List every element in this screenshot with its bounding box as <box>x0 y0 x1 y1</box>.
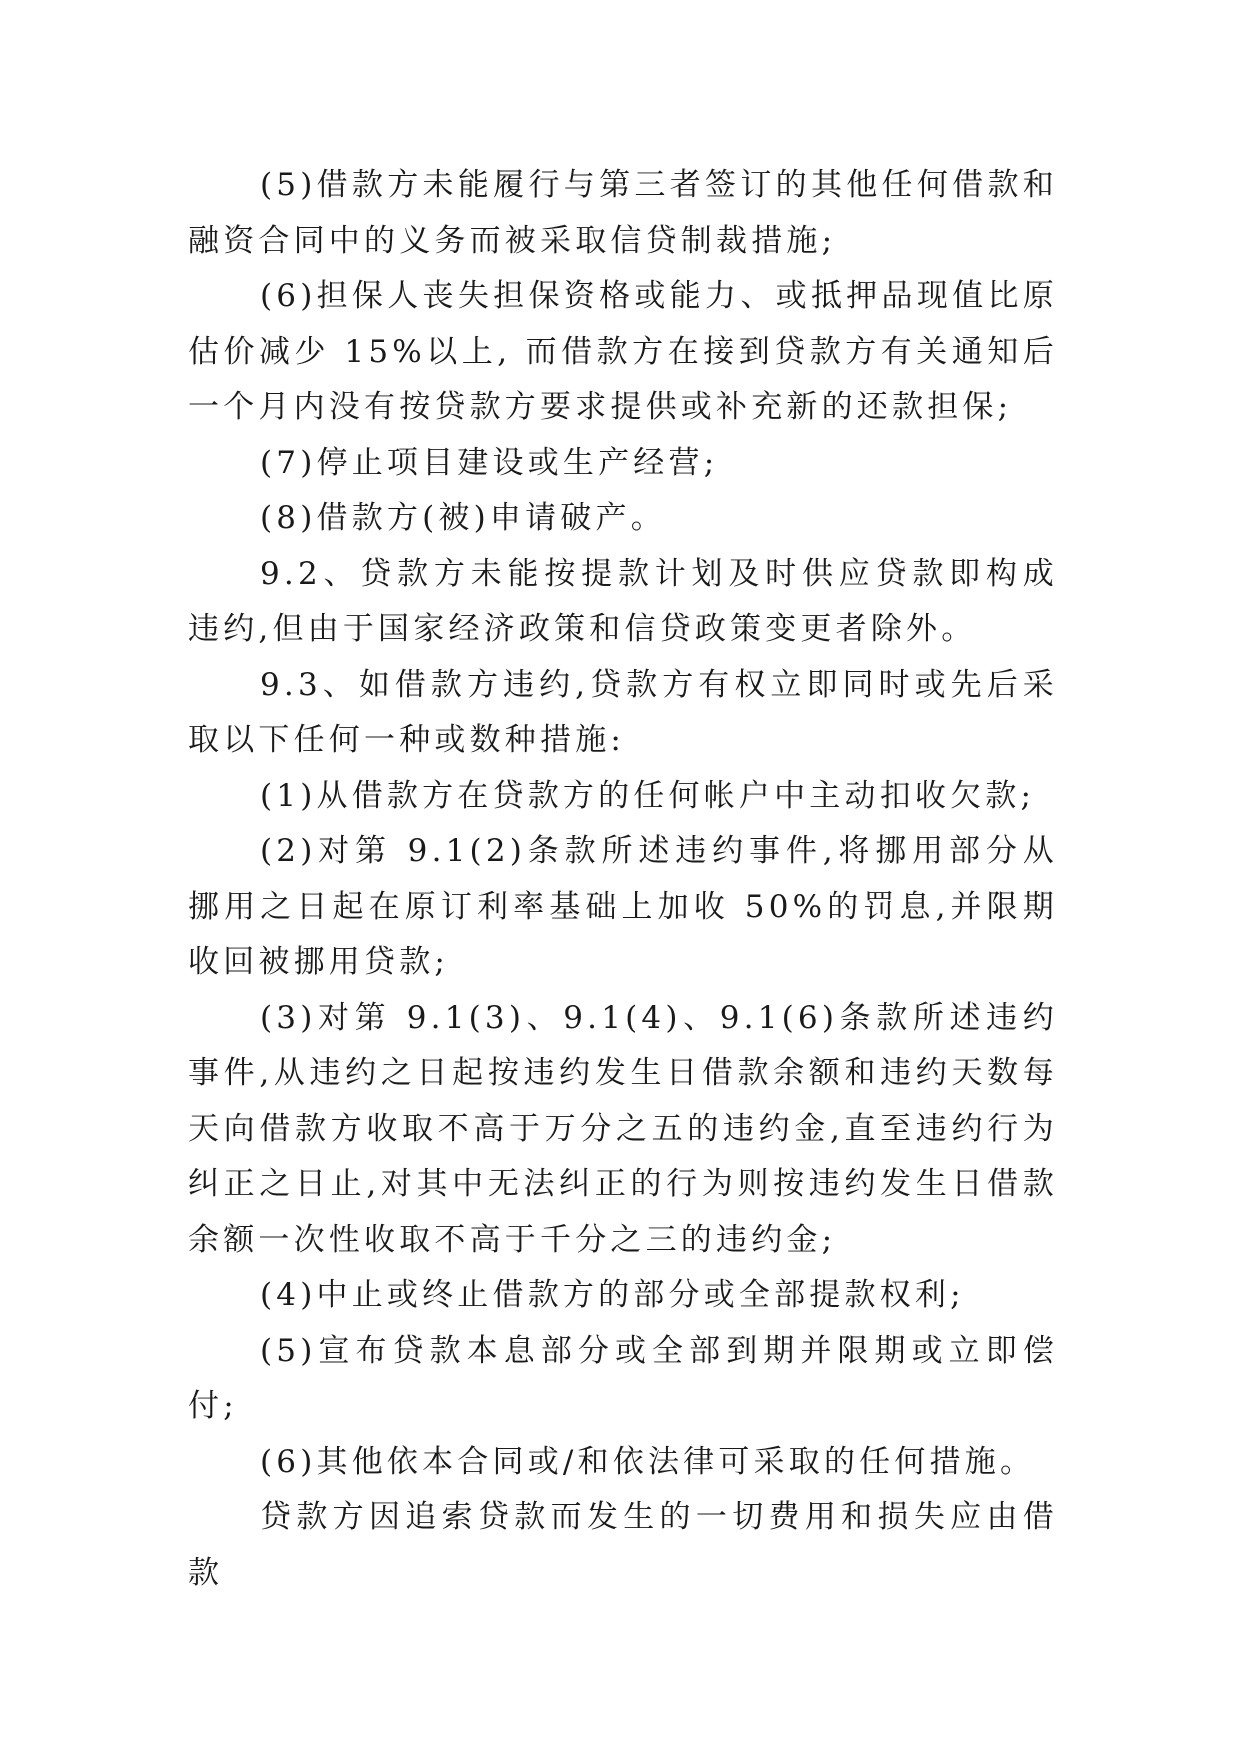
clause-item-8-paragraph: (8)借款方(被)申请破产。 <box>260 500 666 536</box>
clause-item-7-paragraph: (7)停止项目建设或生产经营; <box>260 444 719 481</box>
remedy-item-4-paragraph: (4)中止或终止借款方的部分或全部提款权利; <box>260 1277 965 1313</box>
remedy-item-2-paragraph: (2)对第 9.1(2)条款所述违约事件,将挪用部分从挪用之日起在原订利率基础上加收 50%的罚息,并限期收回被挪用贷款; <box>188 833 1058 980</box>
document-body <box>188 158 1058 1601</box>
clause-item-5-paragraph: (5)借款方未能履行与第三者签订的其他任何借款和融资合同中的义务而被采取信贷制裁措施; <box>188 167 1058 259</box>
remedy-item-3-paragraph: (3)对第 9.1(3)、9.1(4)、9.1(6)条款所述违约事件,从违约之日起按违约发生日借款余额和违约天数每天向借款方收取不高于万分之五的违约金,直至违约行为纠正之日止,对其中无法纠正的行为则按违约发生日借款余额一次性收取不高于千分之三的违约金; <box>188 999 1058 1258</box>
clause-9-3-paragraph: 9.3、如借款方违约,贷款方有权立即同时或先后采取以下任何一种或数种措施: <box>188 666 1058 758</box>
clause-9-2-paragraph: 9.2、贷款方未能按提款计划及时供应贷款即构成违约,但由于国家经济政策和信贷政策变更者除外。 <box>188 555 1058 647</box>
remedy-item-6-paragraph: (6)其他依本合同或/和依法律可采取的任何措施。 <box>260 1443 1036 1480</box>
clause-item-6-paragraph: (6)担保人丧失担保资格或能力、或抵押品现值比原估价减少 15%以上, 而借款方在接到贷款方有关通知后一个月内没有按贷款方要求提供或补充新的还款担保; <box>188 278 1058 425</box>
costs-paragraph: 贷款方因追索贷款而发生的一切费用和损失应由借款 <box>188 1499 1058 1591</box>
remedy-item-5-paragraph: (5)宣布贷款本息部分或全部到期并限期或立即偿付; <box>188 1332 1058 1424</box>
remedy-item-1-paragraph: (1)从借款方在贷款方的任何帐户中主动扣收欠款; <box>260 777 1036 814</box>
